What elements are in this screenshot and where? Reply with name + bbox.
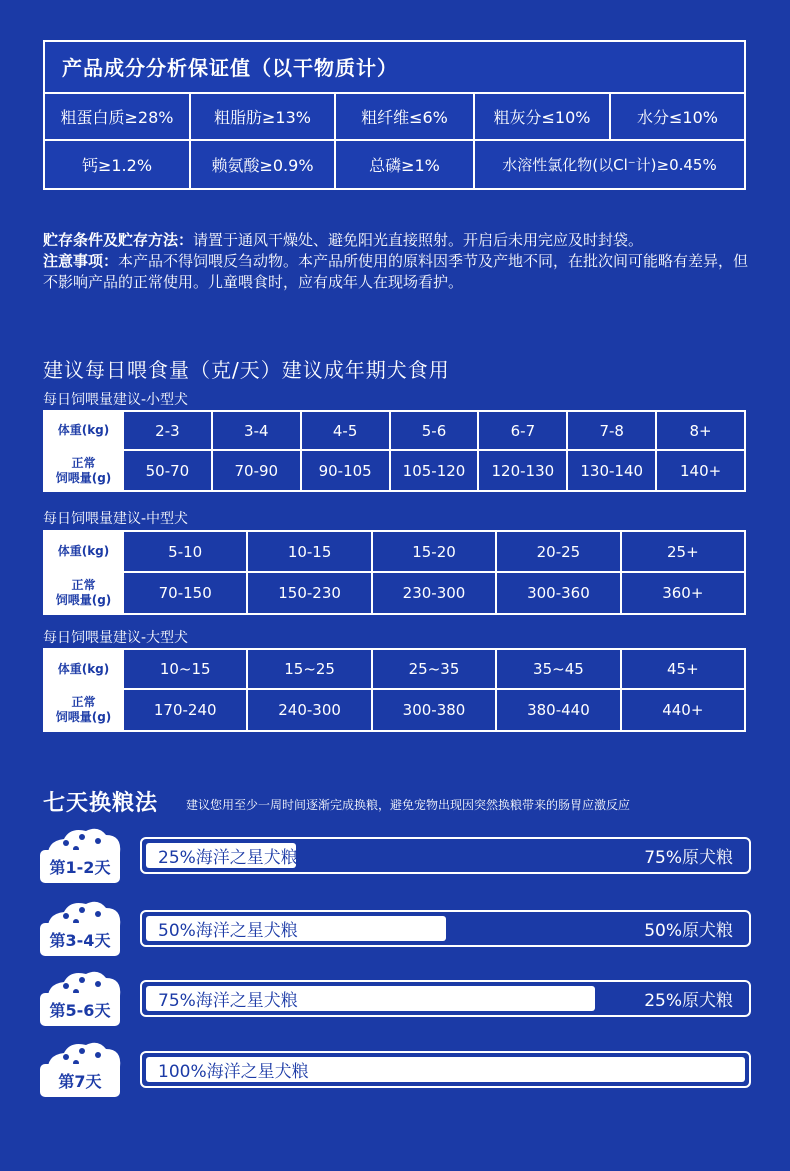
amount-header-line1: 正常 [71, 695, 96, 709]
weight-row [45, 650, 744, 690]
new-food-label: 75%海洋之星犬粮 [158, 991, 298, 1011]
transition-title: 七天换粮法 [43, 791, 159, 816]
day-badge: 第3-4天 [40, 923, 120, 956]
weight-cell: 6-7 [479, 412, 568, 449]
amount-cell: 120-130 [479, 451, 568, 490]
analysis-cell: 粗灰分≤10% [475, 94, 611, 139]
amount-cell: 70-90 [213, 451, 302, 490]
amount-cell: 380-440 [497, 690, 621, 730]
analysis-row-1 [45, 94, 744, 141]
amount-cell: 300-360 [497, 573, 621, 613]
amount-header-line1: 正常 [71, 578, 96, 592]
weight-cell: 10~15 [124, 650, 248, 688]
new-food-label: 25%海洋之星犬粮 [158, 848, 298, 868]
transition-step [40, 968, 752, 1028]
old-food-label: 25%原犬粮 [644, 991, 733, 1011]
analysis-cell: 粗蛋白质≥28% [45, 94, 191, 139]
amount-cell: 440+ [662, 701, 704, 719]
amount-cell: 140+ [679, 461, 722, 480]
caution-label: 注意事项： [43, 252, 119, 270]
weight-cell: 2-3 [124, 412, 213, 449]
small-dog-subtitle: 每日饲喂量建议-小型犬 [43, 392, 189, 408]
amount-header [45, 451, 124, 490]
weight-cell: 25~35 [373, 650, 497, 688]
analysis-title: 产品成分分析保证值（以干物质计） [45, 42, 744, 94]
ratio-bar [140, 910, 751, 947]
amount-header-line1: 正常 [71, 455, 96, 470]
analysis-cell: 粗纤维≤6% [336, 94, 475, 139]
amount-cell: 130-140 [568, 451, 657, 490]
transition-description: 建议您用至少一周时间逐渐完成换粮，避免宠物出现因突然换粮带来的肠胃应激反应 [186, 798, 631, 812]
weight-cell: 4-5 [302, 412, 391, 449]
analysis-cell: 水分≤10% [637, 108, 718, 127]
large-dog-table [43, 648, 746, 732]
amount-cell: 90-105 [302, 451, 391, 490]
ratio-bar [140, 980, 751, 1017]
analysis-cell: 赖氨酸≥0.9% [191, 141, 336, 188]
old-food-label: 75%原犬粮 [644, 848, 733, 868]
medium-dog-table [43, 530, 746, 615]
analysis-cell: 水溶性氯化物(以Cl⁻计)≥0.45% [502, 156, 717, 174]
weight-cell: 15~25 [248, 650, 372, 688]
amount-cell: 240-300 [248, 690, 372, 730]
amount-header [45, 690, 124, 730]
amount-header [45, 573, 124, 613]
ratio-bar [140, 1051, 751, 1088]
day-badge: 第7天 [40, 1064, 120, 1097]
analysis-row-2 [45, 141, 744, 188]
day-badge: 第5-6天 [40, 993, 120, 1026]
amount-cell: 300-380 [373, 690, 497, 730]
old-food-label: 50%原犬粮 [644, 921, 733, 941]
weight-cell: 3-4 [213, 412, 302, 449]
amount-cell: 170-240 [124, 690, 248, 730]
ratio-bar [140, 837, 751, 874]
amount-row [45, 690, 744, 730]
feeding-title: 建议每日喂食量（克/天）建议成年期犬食用 [43, 358, 450, 382]
amount-header-line2: 饲喂量(g) [55, 593, 112, 607]
weight-cell: 5-6 [391, 412, 480, 449]
weight-cell: 5-10 [124, 532, 248, 571]
amount-cell: 150-230 [248, 573, 372, 613]
transition-step [40, 825, 752, 885]
weight-cell: 25+ [667, 542, 699, 561]
caution-text: 本产品不得饲喂反刍动物。本产品所使用的原料因季节及产地不同，在批次间可能略有差异，但不影响产品的正常使用。儿童喂食时，应有成年人在现场看护。 [43, 252, 749, 291]
analysis-table [43, 40, 746, 190]
caution-note [43, 251, 763, 293]
amount-cell: 230-300 [373, 573, 497, 613]
storage-note [43, 230, 763, 251]
weight-row [45, 412, 744, 451]
day-badge: 第1-2天 [40, 850, 120, 883]
weight-cell: 10-15 [248, 532, 372, 571]
weight-cell: 8+ [689, 421, 712, 440]
analysis-cell: 粗脂肪≥13% [191, 94, 336, 139]
large-dog-subtitle: 每日饲喂量建议-大型犬 [43, 630, 189, 646]
weight-cell: 7-8 [568, 412, 657, 449]
amount-row [45, 451, 744, 490]
weight-row [45, 532, 744, 573]
analysis-cell: 总磷≥1% [336, 141, 475, 188]
medium-dog-subtitle: 每日饲喂量建议-中型犬 [43, 511, 189, 527]
amount-header-line2: 饲喂量(g) [55, 710, 112, 724]
weight-cell: 20-25 [497, 532, 621, 571]
amount-cell: 50-70 [124, 451, 213, 490]
transition-step [40, 1039, 752, 1099]
weight-cell: 45+ [667, 660, 699, 678]
amount-cell: 105-120 [391, 451, 480, 490]
weight-cell: 35~45 [497, 650, 621, 688]
weight-cell: 15-20 [373, 532, 497, 571]
weight-header: 体重(kg) [45, 532, 124, 571]
weight-header: 体重(kg) [45, 650, 124, 688]
new-food-label: 100%海洋之星犬粮 [158, 1062, 309, 1082]
amount-header-line2: 饲喂量(g) [55, 470, 112, 485]
storage-label: 贮存条件及贮存方法： [43, 231, 194, 249]
weight-header: 体重(kg) [45, 412, 124, 449]
amount-cell: 360+ [662, 584, 704, 602]
amount-cell: 70-150 [124, 573, 248, 613]
storage-text: 请置于通风干燥处、避免阳光直接照射。开启后未用完应及时封袋。 [193, 231, 644, 249]
analysis-cell: 钙≥1.2% [45, 141, 191, 188]
amount-row [45, 573, 744, 613]
notes [43, 230, 763, 293]
small-dog-table [43, 410, 746, 492]
new-food-label: 50%海洋之星犬粮 [158, 921, 298, 941]
transition-step [40, 898, 752, 958]
